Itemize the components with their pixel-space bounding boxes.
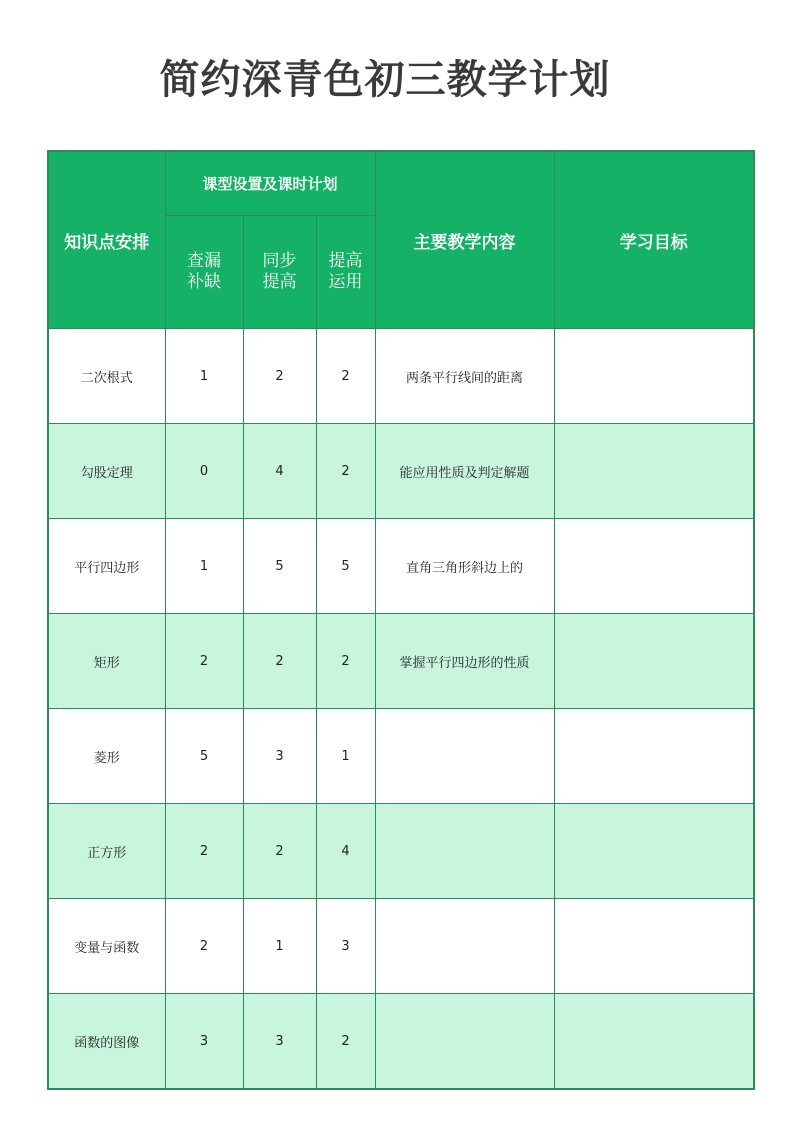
cell-topic: 函数的图像 [48, 994, 165, 1090]
header-sub-apply-line2: 运用 [328, 272, 363, 292]
header-sub-sync [243, 216, 316, 329]
page-title: 简约深青色初三教学计划 [159, 57, 611, 103]
cell-content [375, 994, 554, 1090]
cell-topic: 变量与函数 [48, 899, 165, 994]
cell-sync-hours: 3 [243, 709, 316, 804]
cell-sync-hours: 2 [243, 329, 316, 424]
cell-goal [554, 899, 754, 994]
cell-apply-hours: 3 [316, 899, 375, 994]
header-sub-review-line1: 查漏 [187, 251, 221, 271]
teaching-plan-table [47, 150, 755, 1090]
cell-content: 直角三角形斜边上的 [375, 519, 554, 614]
cell-review-hours: 0 [165, 424, 243, 519]
cell-apply-hours: 2 [316, 994, 375, 1090]
table-row [48, 899, 754, 994]
header-sub-review-line2: 补缺 [187, 272, 221, 292]
cell-topic: 菱形 [48, 709, 165, 804]
cell-sync-hours: 1 [243, 899, 316, 994]
cell-review-hours: 1 [165, 329, 243, 424]
header-sub-review [165, 216, 243, 329]
cell-goal [554, 519, 754, 614]
cell-review-hours: 3 [165, 994, 243, 1090]
header-main-content: 主要教学内容 [375, 151, 554, 329]
header-sub-sync-line1: 同步 [262, 251, 297, 271]
cell-apply-hours: 5 [316, 519, 375, 614]
header-lesson-plan-group: 课型设置及课时计划 [165, 151, 375, 216]
cell-apply-hours: 2 [316, 329, 375, 424]
cell-content: 掌握平行四边形的性质 [375, 614, 554, 709]
cell-goal [554, 994, 754, 1090]
cell-topic: 正方形 [48, 804, 165, 899]
cell-review-hours: 5 [165, 709, 243, 804]
header-learning-goal: 学习目标 [554, 151, 754, 329]
table-row [48, 709, 754, 804]
cell-review-hours: 2 [165, 614, 243, 709]
cell-goal [554, 329, 754, 424]
cell-apply-hours: 1 [316, 709, 375, 804]
cell-content [375, 899, 554, 994]
cell-topic: 平行四边形 [48, 519, 165, 614]
cell-sync-hours: 4 [243, 424, 316, 519]
cell-goal [554, 614, 754, 709]
cell-content: 能应用性质及判定解题 [375, 424, 554, 519]
cell-review-hours: 2 [165, 804, 243, 899]
cell-content [375, 804, 554, 899]
cell-review-hours: 2 [165, 899, 243, 994]
cell-sync-hours: 2 [243, 614, 316, 709]
header-topic: 知识点安排 [48, 151, 165, 329]
cell-topic: 矩形 [48, 614, 165, 709]
cell-content [375, 709, 554, 804]
cell-topic: 勾股定理 [48, 424, 165, 519]
table-row [48, 614, 754, 709]
table-row [48, 424, 754, 519]
cell-topic: 二次根式 [48, 329, 165, 424]
header-sub-sync-line2: 提高 [262, 272, 297, 292]
cell-content: 两条平行线间的距离 [375, 329, 554, 424]
header-sub-apply-line1: 提高 [328, 251, 363, 271]
cell-goal [554, 709, 754, 804]
table-row [48, 994, 754, 1090]
header-row-top [48, 151, 754, 216]
cell-goal [554, 424, 754, 519]
cell-goal [554, 804, 754, 899]
table-row [48, 519, 754, 614]
table-row [48, 329, 754, 424]
cell-sync-hours: 2 [243, 804, 316, 899]
cell-sync-hours: 5 [243, 519, 316, 614]
cell-review-hours: 1 [165, 519, 243, 614]
table-row [48, 804, 754, 899]
cell-apply-hours: 2 [316, 614, 375, 709]
header-sub-apply [316, 216, 375, 329]
cell-apply-hours: 4 [316, 804, 375, 899]
cell-sync-hours: 3 [243, 994, 316, 1090]
cell-apply-hours: 2 [316, 424, 375, 519]
